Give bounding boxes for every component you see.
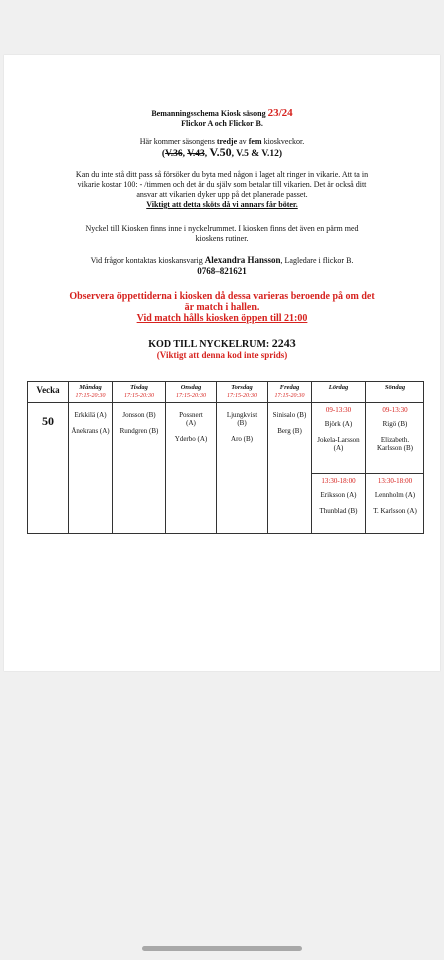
staff-name: Sinisalo (B) — [272, 411, 307, 419]
day-name: Måndag — [79, 384, 102, 391]
swap-line-1: Kan du inte stå ditt pass så försöker du byta med någon i laget alt ringer in vikarie. Att ta in — [75, 170, 369, 179]
sunday-slot-2 — [366, 473, 424, 515]
weeks-open: ( — [161, 149, 166, 159]
key-code-value: 2243 — [271, 336, 296, 350]
staff-name: Eriksson (A) — [320, 491, 357, 499]
contact-phone: 0768–821621 — [197, 266, 247, 276]
document-page — [4, 55, 440, 671]
day-column-sunday — [365, 382, 424, 533]
day-name: Söndag — [384, 384, 406, 391]
contact-prefix: Vid frågor kontaktas kioskansvarig — [90, 256, 205, 265]
day-time: 17:15-20:30 — [274, 393, 305, 399]
key-line-1: Nyckel till Kiosken finns inne i nyckelrummet. I kiosken finns det även en pärm med — [85, 224, 359, 233]
staff-name: Thunblad (B) — [319, 507, 358, 515]
season-year: 23/24 — [267, 107, 293, 119]
staff-name: Jokela-Larsson (A) — [317, 436, 360, 452]
staff-name: Lennholm (A) — [374, 491, 416, 499]
weeks-sep-2: , — [204, 149, 210, 159]
intro-suffix: kioskveckor. — [261, 137, 305, 146]
contact-paragraph — [4, 255, 440, 277]
warn-line-2: är match i hallen. — [184, 302, 260, 313]
weeks-rest: , V.5 & V.12) — [231, 149, 283, 159]
slot-time: 13:30-18:00 — [321, 477, 356, 485]
week-done-2: V.43 — [187, 149, 205, 159]
slot-time: 13:30-18:00 — [377, 477, 413, 485]
document-body — [4, 55, 440, 361]
swap-line-3: ansvar att vikarien dyker upp på det planerade passet. — [136, 190, 308, 199]
warn-line-1: Observera öppettiderna i kiosken då dessa varieras beroende på om det — [69, 291, 375, 302]
staff-name: Berg (B) — [277, 427, 302, 435]
week-column — [28, 382, 68, 533]
title-text: Bemanningsschema Kiosk säsong — [151, 109, 268, 118]
intro-text — [4, 137, 440, 159]
staff-name: Björk (A) — [324, 420, 353, 428]
key-paragraph — [4, 224, 440, 244]
schedule-table — [27, 381, 424, 534]
contact-name: Alexandra Hansson — [204, 255, 281, 265]
day-name: Onsdag — [180, 384, 202, 391]
day-column-wednesday — [165, 382, 216, 533]
week-done-1: V.36 — [165, 149, 183, 159]
week-number: 50 — [42, 414, 54, 428]
day-time: 17:15-20:30 — [124, 393, 154, 399]
staff-name: Rundgren (B) — [119, 427, 159, 435]
key-code-label: KOD TILL NYCKELRUM: — [148, 339, 272, 350]
slot-time: 09-13:30 — [325, 406, 352, 414]
swap-paragraph — [4, 170, 440, 210]
swap-line-2: vikarie kostar 100: - /timmen och det är du själv som betalar till vikarien. Det är också ditt — [77, 180, 367, 189]
document-title — [4, 108, 440, 129]
staff-name: Jonsson (B) — [122, 411, 156, 419]
day-name: Torsdag — [231, 384, 253, 391]
intro-fem: fem — [248, 137, 262, 146]
slot-time: 09-13:30 — [382, 406, 408, 414]
contact-suffix: , Lagledare i flickor B. — [280, 256, 354, 265]
weeks-sep-1: , — [182, 149, 188, 159]
key-code-block — [4, 338, 440, 361]
intro-tredje: tredje — [216, 137, 238, 146]
staff-name: Erkkilä (A) — [74, 411, 107, 419]
intro-mid: av — [237, 137, 249, 146]
staff-name: Aro (B) — [231, 435, 253, 443]
saturday-slot-2 — [312, 473, 365, 515]
day-time: 17:15-20:30 — [227, 393, 257, 399]
title-line2: Flickor A och Flickor B. — [181, 119, 263, 128]
day-column-thursday — [216, 382, 267, 533]
key-line-2: kioskens rutiner. — [195, 234, 249, 243]
opening-hours-warning — [4, 291, 440, 324]
key-code-note: (Viktigt att denna kod inte sprids) — [156, 350, 288, 360]
home-indicator[interactable] — [142, 946, 302, 951]
staff-name: Yderbo (A) — [174, 435, 208, 443]
day-column-saturday — [311, 382, 365, 533]
day-column-tuesday — [112, 382, 165, 533]
day-name: Lördag — [328, 384, 349, 391]
intro-prefix: Här kommer säsongens — [139, 137, 217, 146]
staff-name: Ånekrans (A) — [71, 427, 110, 435]
day-time: 17:15-20:30 — [176, 393, 206, 399]
fine-warning: Viktigt att detta sköts då vi annars får böter. — [146, 200, 298, 209]
day-column-monday — [68, 382, 112, 533]
staff-name: Rigö (B) — [382, 420, 408, 428]
day-name: Tisdag — [130, 384, 148, 391]
staff-name: Ljungkvist (B) — [226, 411, 258, 427]
day-name: Fredag — [279, 384, 300, 391]
day-column-friday — [267, 382, 311, 533]
match-hours: Vid match hålls kiosken öppen till 21:00 — [136, 313, 308, 324]
sunday-slot-1 — [366, 406, 424, 473]
day-time: 17:15-20:30 — [75, 393, 106, 399]
staff-name: Possnert (A) — [179, 411, 203, 427]
saturday-slot-1 — [312, 406, 365, 473]
week-header: Vecka — [28, 382, 68, 403]
staff-name: Elizabeth. Karlsson (B) — [377, 436, 413, 452]
week-current: V.50 — [209, 145, 232, 159]
staff-name: T. Karlsson (A) — [373, 507, 417, 515]
